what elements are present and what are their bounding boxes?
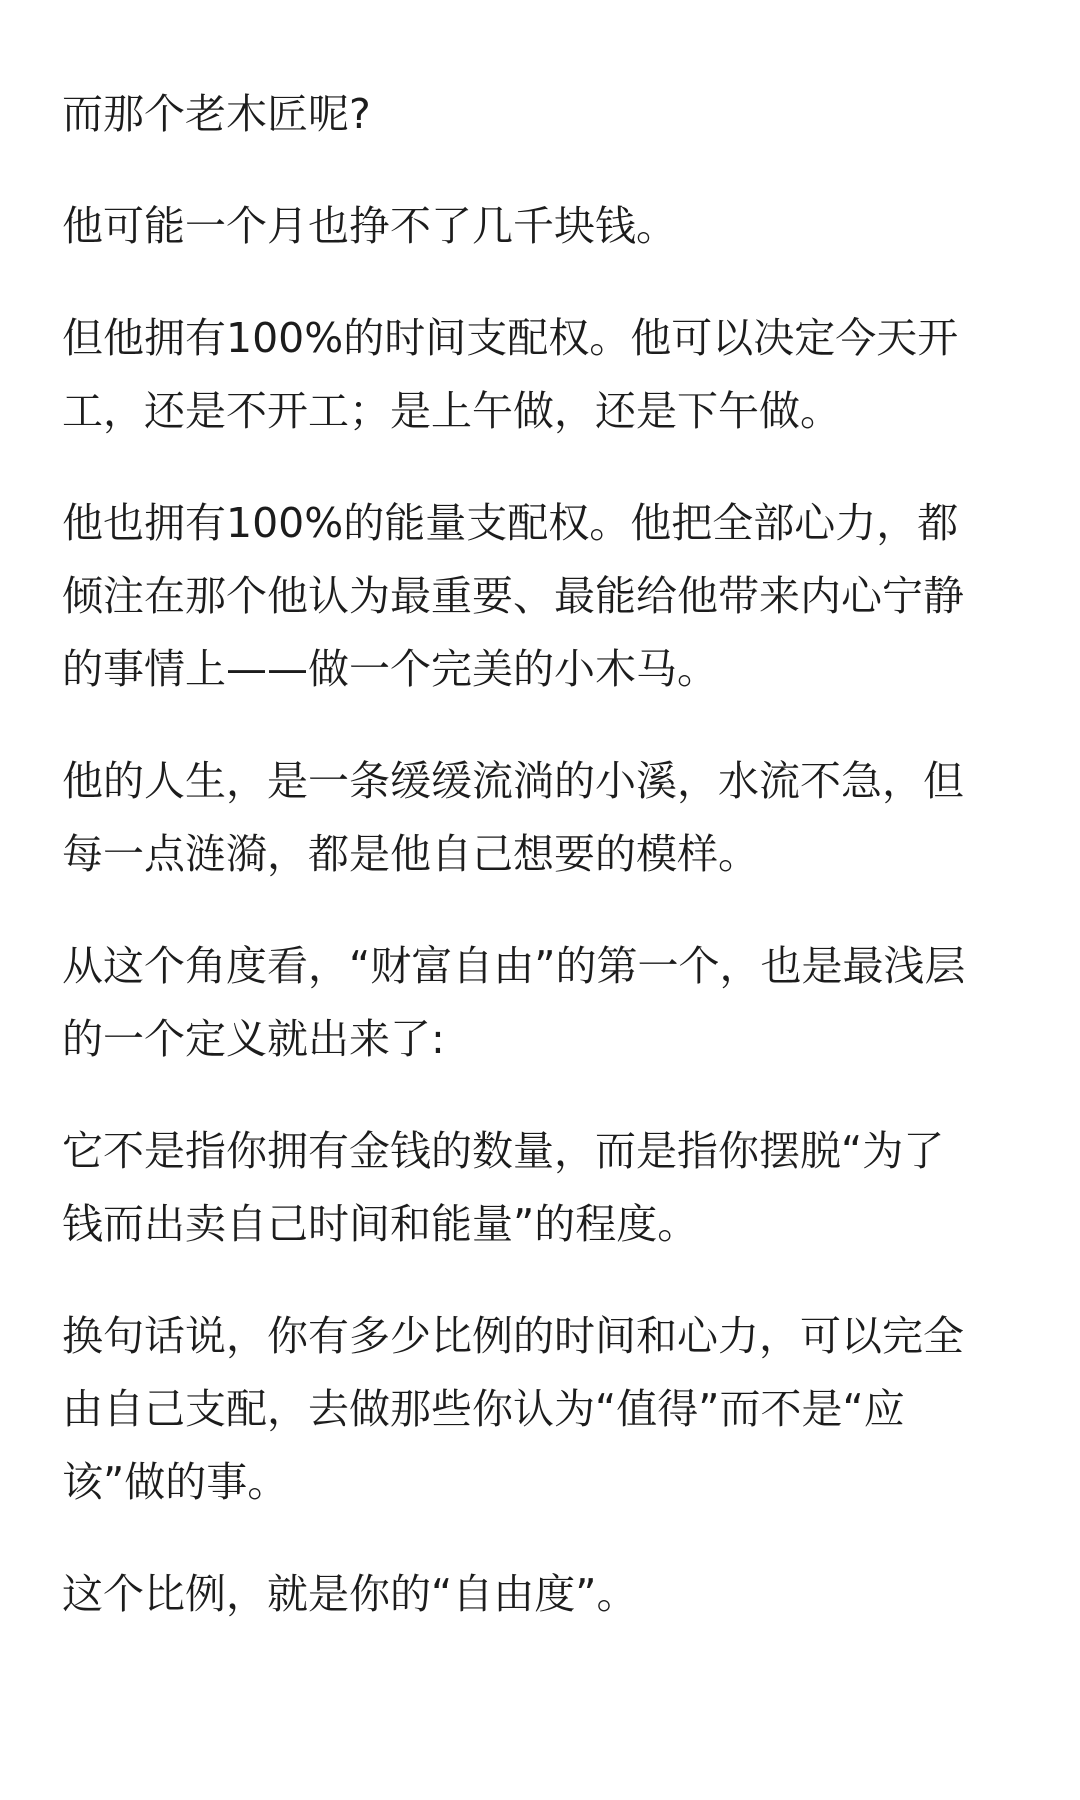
text-line: 每一点涟漪，都是他自己想要的模样。: [62, 830, 759, 878]
text-line: 他的人生，是一条缓缓流淌的小溪，水流不急，但: [62, 757, 964, 805]
text-line: 的一个定义就出来了:: [62, 1015, 445, 1063]
text-line: 该”做的事。: [62, 1458, 289, 1506]
text-line: 由自己支配，去做那些你认为“值得”而不是“应: [62, 1385, 905, 1433]
paragraph: [62, 78, 371, 151]
text-line: 从这个角度看，“财富自由”的第一个，也是最浅层: [62, 942, 966, 990]
paragraph: [62, 190, 677, 263]
paragraph: [62, 487, 964, 706]
text-line: 换句话说，你有多少比例的时间和心力，可以完全: [62, 1312, 964, 1360]
text-line: 的事情上——做一个完美的小木马。: [62, 645, 718, 693]
text-line: 钱而出卖自己时间和能量”的程度。: [62, 1200, 699, 1248]
text-line: 但他拥有100%的时间支配权。他可以决定今天开: [62, 314, 959, 362]
paragraph: [62, 302, 958, 448]
paragraph: [62, 1115, 944, 1261]
text-line: 这个比例，就是你的“自由度”。: [62, 1570, 638, 1618]
paragraph: [62, 1558, 637, 1631]
text-line: 而那个老木匠呢?: [62, 90, 371, 138]
text-line: 倾注在那个他认为最重要、最能给他带来内心宁静: [62, 572, 964, 620]
text-line: 他可能一个月也挣不了几千块钱。: [62, 202, 677, 250]
text-line: 他也拥有100%的能量支配权。他把全部心力，都: [62, 499, 959, 547]
paragraph: [62, 930, 965, 1076]
text-line: 工，还是不开工；是上午做，还是下午做。: [62, 387, 841, 435]
paragraph: [62, 1300, 964, 1519]
paragraph: [62, 745, 964, 891]
text-line: 它不是指你拥有金钱的数量，而是指你摆脱“为了: [62, 1127, 945, 1175]
